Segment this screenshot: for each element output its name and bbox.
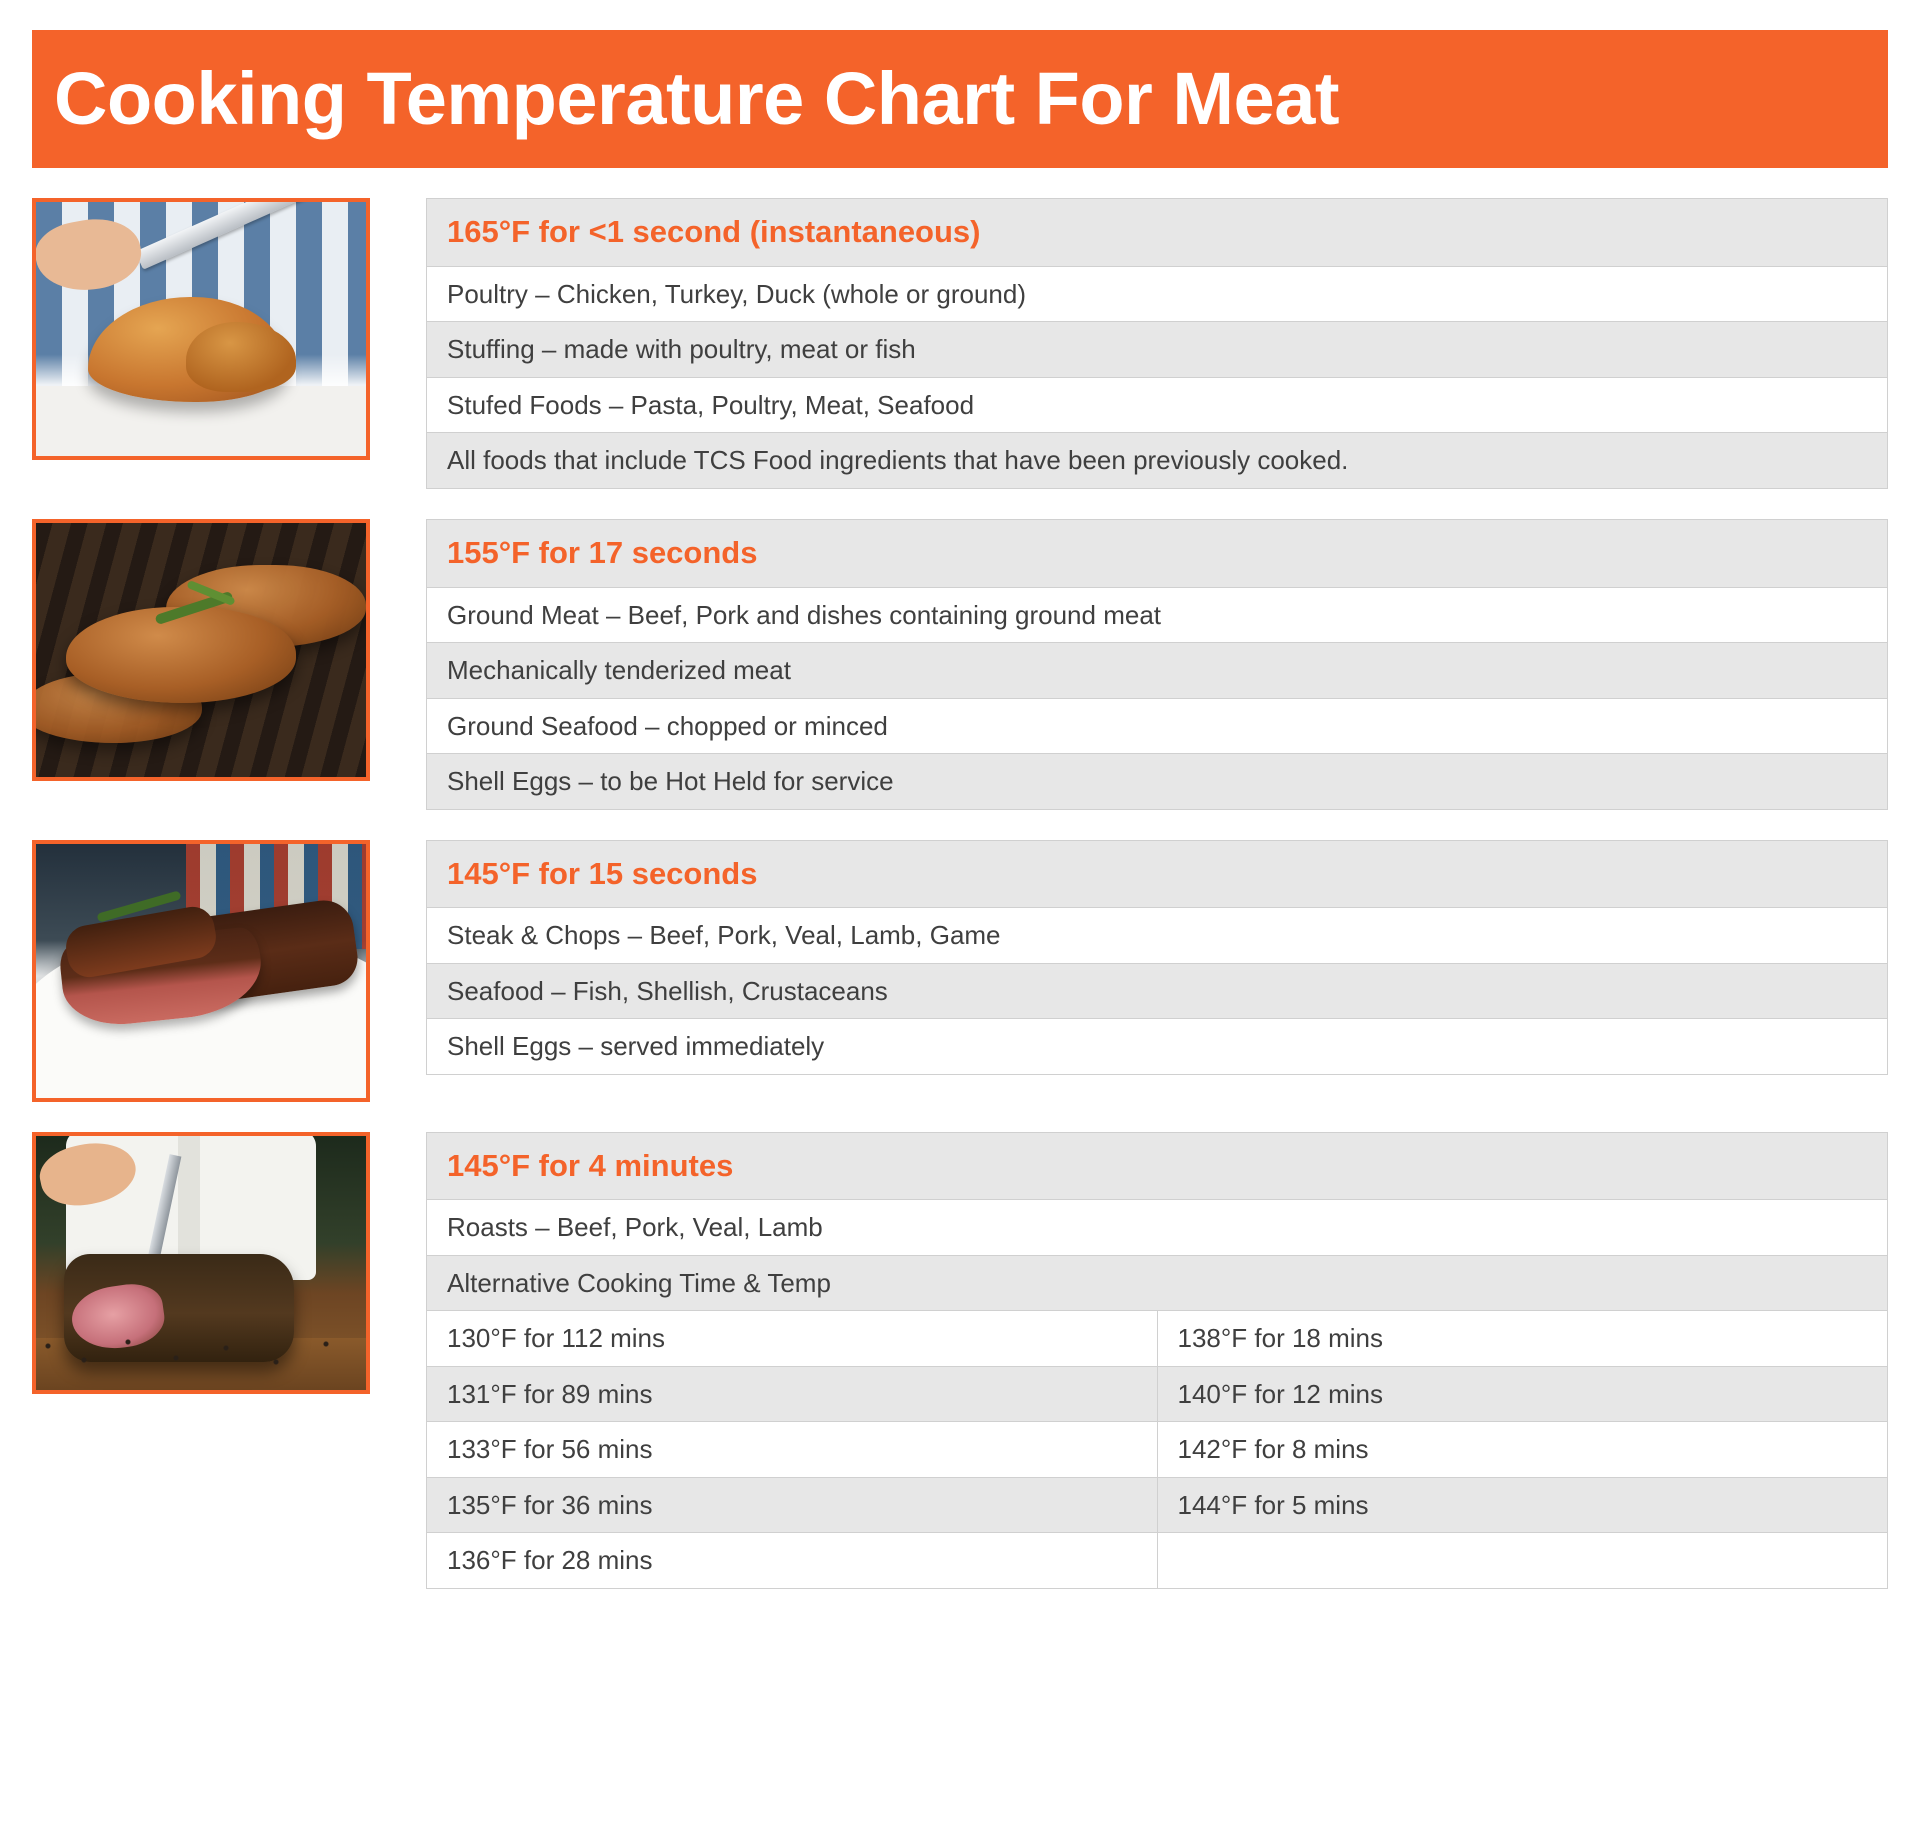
alt-temp-right: 144°F for 5 mins xyxy=(1157,1477,1888,1533)
table-row xyxy=(427,1533,1888,1589)
section-165f xyxy=(32,168,1888,489)
table-row xyxy=(427,433,1888,489)
temperature-table-145f-4min xyxy=(426,1132,1888,1589)
table-row xyxy=(427,643,1888,699)
table-row xyxy=(427,698,1888,754)
alt-temp-left: 131°F for 89 mins xyxy=(427,1366,1158,1422)
alt-temp-left: 133°F for 56 mins xyxy=(427,1422,1158,1478)
section-145f-15s xyxy=(32,810,1888,1102)
section-header-145f-15s: 145°F for 15 seconds xyxy=(427,840,1888,908)
page-title-banner xyxy=(32,30,1888,168)
grilled-burger-patties-photo xyxy=(32,519,370,781)
table-row xyxy=(427,1477,1888,1533)
temperature-table-145f-15s xyxy=(426,840,1888,1075)
table-row xyxy=(427,322,1888,378)
table-row xyxy=(427,1255,1888,1311)
alt-temp-left: 135°F for 36 mins xyxy=(427,1477,1158,1533)
section-165f-thumbnail xyxy=(32,198,372,460)
food-item: Stufed Foods – Pasta, Poultry, Meat, Seafood xyxy=(427,377,1888,433)
alt-temp-right: 142°F for 8 mins xyxy=(1157,1422,1888,1478)
section-145f-4min-thumbnail xyxy=(32,1132,372,1394)
food-item: Mechanically tenderized meat xyxy=(427,643,1888,699)
table-row xyxy=(427,587,1888,643)
food-item: Seafood – Fish, Shellish, Crustaceans xyxy=(427,963,1888,1019)
cooking-temperature-chart-page xyxy=(0,30,1920,1589)
section-header-165f: 165°F for <1 second (instantaneous) xyxy=(427,199,1888,267)
chef-carving-roast-photo xyxy=(32,1132,370,1394)
table-row xyxy=(427,754,1888,810)
food-item: Poultry – Chicken, Turkey, Duck (whole or ground) xyxy=(427,266,1888,322)
food-item: Roasts – Beef, Pork, Veal, Lamb xyxy=(427,1200,1888,1256)
section-165f-table-wrap xyxy=(426,198,1888,489)
table-row xyxy=(427,1132,1888,1200)
alt-temp-right: 138°F for 18 mins xyxy=(1157,1311,1888,1367)
food-item: Steak & Chops – Beef, Pork, Veal, Lamb, Game xyxy=(427,908,1888,964)
table-row xyxy=(427,840,1888,908)
table-row xyxy=(427,1422,1888,1478)
table-row xyxy=(427,963,1888,1019)
food-item: Shell Eggs – to be Hot Held for service xyxy=(427,754,1888,810)
food-item: Stuffing – made with poultry, meat or fish xyxy=(427,322,1888,378)
section-header-155f: 155°F for 17 seconds xyxy=(427,519,1888,587)
table-row xyxy=(427,1366,1888,1422)
alt-temp-left: 136°F for 28 mins xyxy=(427,1533,1158,1589)
section-155f xyxy=(32,489,1888,810)
section-155f-table-wrap xyxy=(426,519,1888,810)
table-row xyxy=(427,1200,1888,1256)
sliced-steak-plate-photo xyxy=(32,840,370,1102)
alt-temp-left: 130°F for 112 mins xyxy=(427,1311,1158,1367)
table-row xyxy=(427,519,1888,587)
alternative-time-temp-label: Alternative Cooking Time & Temp xyxy=(427,1255,1888,1311)
section-145f-15s-thumbnail xyxy=(32,840,372,1102)
table-row xyxy=(427,1019,1888,1075)
temperature-table-155f xyxy=(426,519,1888,810)
alt-temp-right-empty xyxy=(1157,1533,1888,1589)
table-row xyxy=(427,1311,1888,1367)
section-145f-4min-table-wrap xyxy=(426,1132,1888,1589)
food-item: Shell Eggs – served immediately xyxy=(427,1019,1888,1075)
section-155f-thumbnail xyxy=(32,519,372,781)
food-item: Ground Seafood – chopped or minced xyxy=(427,698,1888,754)
food-item: All foods that include TCS Food ingredients that have been previously cooked. xyxy=(427,433,1888,489)
table-row xyxy=(427,908,1888,964)
table-row xyxy=(427,199,1888,267)
carving-roast-chicken-photo xyxy=(32,198,370,460)
table-row xyxy=(427,266,1888,322)
section-145f-4min xyxy=(32,1102,1888,1589)
temperature-table-165f xyxy=(426,198,1888,489)
alt-temp-right: 140°F for 12 mins xyxy=(1157,1366,1888,1422)
page-title: Cooking Temperature Chart For Meat xyxy=(54,57,1340,140)
table-row xyxy=(427,377,1888,433)
section-145f-15s-table-wrap xyxy=(426,840,1888,1075)
food-item: Ground Meat – Beef, Pork and dishes containing ground meat xyxy=(427,587,1888,643)
section-header-145f-4min: 145°F for 4 minutes xyxy=(427,1132,1888,1200)
